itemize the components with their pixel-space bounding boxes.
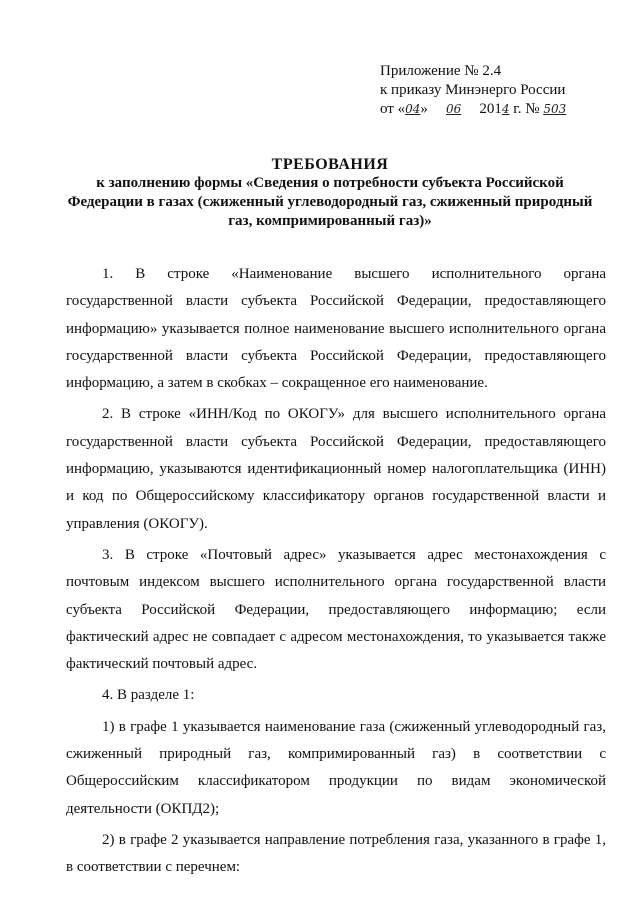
handwritten-month: 06 bbox=[446, 102, 462, 116]
paragraph-2: 2. В строке «ИНН/Код по ОКОГУ» для высшего исполнительного органа государственной власти субъекта Российской Федерации, предоставляющего информацию, указываются идентификационный номер налогоплательщика (ИНН) и код по Общероссийскому классификатору органов государственной власти и управления (ОКОГУ). bbox=[66, 406, 606, 532]
handwritten-day: 04 bbox=[405, 102, 421, 116]
document-title bbox=[60, 155, 600, 231]
appendix-order-ref: к приказу Минэнерго России bbox=[380, 82, 566, 98]
paragraph-4: 4. В разделе 1: bbox=[102, 687, 195, 704]
paragraph-4-1: 1) в графе 1 указывается наименование газа (сжиженный углеводородный газ, сжиженный природный газ, компримированный газ) в соответствии с Общероссийским классификатором продукции по видам экономической деятельности (ОКПД2); bbox=[66, 718, 606, 817]
appendix-header bbox=[380, 62, 590, 119]
paragraph-3: 3. В строке «Почтовый адрес» указывается адрес местонахождения с почтовым индексом высшего исполнительного органа государственной власти субъекта Российской Федерации, предоставляющего информацию; если фактический адрес не совпадает с адресом местонахождения, то указывается также фактический почтовый адрес. bbox=[66, 546, 606, 673]
handwritten-order-number: 503 bbox=[543, 102, 567, 116]
title-line-1: к заполнению формы «Сведения о потребности субъекта Российской bbox=[96, 175, 564, 191]
title-line-2: Федерации в газах (сжиженный углеводородный газ, сжиженный природный bbox=[67, 194, 593, 210]
title-heading: ТРЕБОВАНИЯ bbox=[271, 156, 389, 173]
handwritten-year-digit: 4 bbox=[501, 102, 510, 116]
appendix-date-line: от «04» 06 2014 г. № 503 bbox=[380, 101, 567, 117]
paragraph-1: 1. В строке «Наименование высшего исполнительного органа государственной власти субъекта Российской Федерации, предоставляющего информацию» указывается полное наименование высшего исполнительного органа государственной власти субъекта Российской Федерации, предоставляющего информацию, а затем в скобках – сокращенное его наименование. bbox=[66, 266, 606, 392]
appendix-number: Приложение № 2.4 bbox=[380, 63, 502, 79]
document-body bbox=[66, 261, 606, 886]
title-line-3: газ, компримированный газ)» bbox=[228, 213, 432, 229]
paragraph-4-2: 2) в графе 2 указывается направление потребления газа, указанного в графе 1, в соответствии с перечнем: bbox=[66, 831, 606, 876]
